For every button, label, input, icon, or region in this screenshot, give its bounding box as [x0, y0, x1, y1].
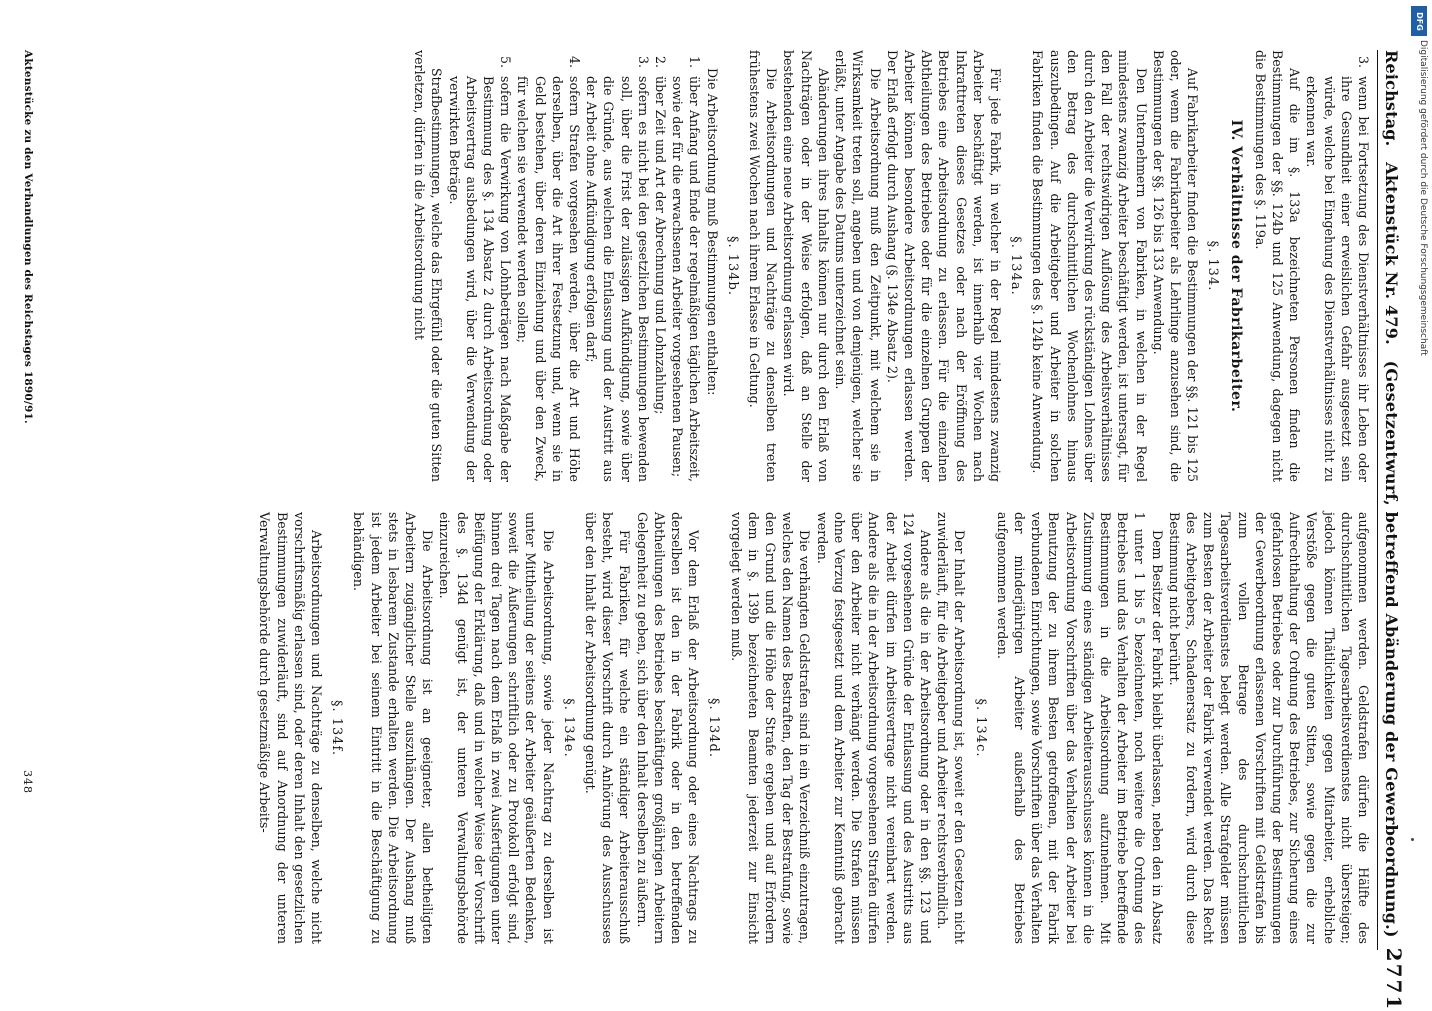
list-item — [1303, 50, 1372, 482]
header-part-subject: (Gesetzentwurf, betreffend Abänderung der Gewerbeordnung.) — [1382, 360, 1401, 938]
list-item — [583, 50, 652, 482]
header-part-reichstag: Reichstag. — [1382, 50, 1401, 147]
item-number: 1. — [687, 55, 703, 68]
section-number: §. 134f. — [329, 699, 345, 757]
section-number: §. 134e. — [560, 698, 576, 758]
item-text: sofern Strafen vorgesehen werden, über die Art und Höhe derselben, über die Art ihrer Festsetzung und, wenn sie in Geld bestehen, über deren Einziehung und über den Zweck, für welchen sie verwendet werden sollen; — [515, 76, 583, 482]
paragraph: Die Arbeitsordnung muß Bestimmungen enthalten: — [704, 68, 720, 396]
signature-mark: 348 — [21, 770, 34, 794]
paragraph: Für Fabriken, für welche ein ständiger Arbeiterausschuß besteht, wird dieser Vorschrift durch Anhörung des Ausschusses über den Inhalt der Arbeitsordnung genügt. — [583, 512, 633, 944]
section-number: §. 134c. — [972, 698, 988, 758]
scan-speck — [1411, 838, 1414, 841]
footer-note: Aktenstücke zu den Verhandlungen des Reichstages 1890/91. — [22, 50, 34, 424]
paragraph: Andere als die in der Arbeitsordnung oder in den §§. 123 und 124 vorgesehenen Gründe der Entlassung und des Austritts aus der Arbeit dürfen im Arbeitsvertrage nicht vereinbart werden. Andere als die in der Arbeitsordnung vorgesehenen Strafen dürfen über den Arbeiter nicht verhängt werden. Die Strafen müssen ohne Verzug festgesetzt und dem Arbeiter zur Kenntniß gebracht werden. — [814, 512, 933, 944]
paragraph: aufgenommen werden. Geldstrafen dürfen die Hälfte des durchschnittlichen Tagesarbeitsverdienstes nicht übersteigen; jedoch können Thätlichkeiten gegen Mitarbeiter, erhebliche Verstöße gegen die guten Sitten, sowie gegen die zur Aufrechthaltung der Ordnung des Betriebes, zur Sicherung eines gefahrlosen Betriebes oder zur Durchführung der Bestimmungen der Gewerbeordnung erlassenen Vorschriften mit Geldstrafen bis zum vollen Betrage des durchschnittlichen Tagesarbeitsverdienstes belegt werden. Alle Strafgelder müssen zum Besten der Arbeiter der Fabrik verwendet werden. Das Recht des Arbeitgebers, Schadenersatz zu fordern, wird durch diese Bestimmung nicht berührt. — [1166, 512, 1371, 944]
list-item — [669, 50, 703, 482]
list-item — [514, 50, 583, 482]
digitisation-stamp — [1406, 0, 1432, 1000]
paragraph: Arbeitsordnungen und Nachträge zu denselben, welche nicht vorschriftsmäßig erlassen sind, oder deren Inhalt den gesetzlichen Bestimmungen zuwiderläuft, sind auf Anordnung der unteren Verwaltungsbehörde durch gesetzmäßige Arbeits- — [257, 512, 325, 944]
paragraph: Die Arbeitsordnungen und Nachträge zu denselben treten frühestens zwei Wochen nach ihrem Erlasse in Geltung. — [747, 50, 780, 482]
item-number: 3. — [635, 55, 651, 68]
paragraph: Den Unternehmern von Fabriken, in welchen in der Regel mindestens zwanzig Arbeiter beschäftigt werden, ist untersagt, für den Fall der rechtswidrigen Auflösung des Arbeitsverhältnisses durch den Arbeiter die Verwirkung des rückständigen Lohnes über den Betrag des durchschnittlichen Wochenlohnes hinaus auszubedingen. Auf die Arbeitgeber und Arbeiter in solchen Fabriken finden die Bestimmungen des §. 124b keine Anwendung. — [1030, 50, 1149, 482]
paragraph: Für jede Fabrik, in welcher in der Regel mindestens zwanzig Arbeiter beschäftigt werden, ist innerhalb vier Wochen nach Inkrafttreten dieses Gesetzes oder nach der Eröffnung des Betriebes eine Arbeitsordnung zu erlassen. Für die einzelnen Abtheilungen des Betriebes oder für die einzelnen Gruppen der Arbeiter können besondere Arbeitsordnungen erlassen werden. Der Erlaß erfolgt durch Aushang (§. 134e Absatz 2). — [884, 50, 1003, 482]
paragraph: Die Arbeitsordnung muß den Zeitpunkt, mit welchem sie in Wirksamkeit treten soll, angeben und von demjenigen, welcher sie erläßt, unter Angabe des Datums unterzeichnet sein. — [833, 50, 883, 482]
item-text: sofern es nicht bei den gesetzlichen Bestimmungen bewenden soll, über die Frist der zulässigen Aufkündigung, sowie über die Gründe, aus welchen die Entlassung und der Austritt aus der Arbeit ohne Aufkündigung erfolgen darf; — [584, 76, 651, 482]
digitisation-note: Digitalisierung gefördert durch die Deutsche Forschungsgemeinschaft — [1418, 40, 1428, 356]
section-number: §. 134b. — [724, 235, 740, 297]
left-column — [411, 50, 1372, 482]
item-number: 5. — [498, 55, 514, 68]
header-part-aktenstueck: Aktenstück Nr. 479. — [1382, 162, 1401, 345]
paragraph: Auf die im §. 133a bezeichneten Personen finden die Bestimmungen der §§. 124b und 125 Anwendung, dagegen nicht die Bestimmungen des §. 119a. — [1252, 50, 1303, 482]
section-number: §. 134. — [1205, 240, 1221, 292]
paragraph: Abänderungen ihres Inhalts können nur durch den Erlaß von Nachträgen oder in der Weise erfolgen, daß an Stelle der bestehenden eine neue Arbeitsordnung erlassen wird. — [781, 50, 831, 482]
paragraph: Strafbestimmungen, welche das Ehrgefühl oder die guten Sitten verletzen, dürfen in die Arbeitsordnung nicht — [412, 50, 445, 482]
list-item — [652, 50, 669, 482]
right-column — [256, 512, 1372, 944]
paragraph: Vor dem Erlaß der Arbeitsordnung oder eines Nachtrags zu derselben ist den in der Fabrik oder in den betreffenden Abtheilungen des Betriebes beschäftigten großjährigen Arbeitern Gelegenheit zu geben, sich über den Inhalt derselben zu äußern. — [634, 512, 702, 944]
section-number: §. 134a. — [1008, 236, 1024, 296]
item-text: über Anfang und Ende der regelmäßigen täglichen Arbeitszeit, sowie der für die erwachsenen Arbeiter vorgesehenen Pausen; — [670, 76, 703, 482]
item-number: 2. — [653, 55, 669, 68]
item-number: 4. — [567, 55, 583, 68]
dfg-logo — [1411, 6, 1427, 36]
dfg-logo-text: DFG — [1414, 11, 1424, 31]
header-title — [1382, 50, 1401, 948]
item-text: über Zeit und Art der Abrechnung und Lohnzahlung; — [653, 76, 669, 415]
section-number: §. 134d. — [706, 697, 722, 759]
paragraph: Die Arbeitsordnung ist an geeigneter, allen betheiligten Arbeitern zugänglicher Stelle auszuhängen. Der Aushang muß stets in lesbarem Zustande erhalten werden. Die Arbeitsordnung ist jedem Arbeiter bei seinem Eintritt in die Beschäftigung zu behändigen. — [351, 512, 436, 944]
paragraph: Die Arbeitsordnung, sowie jeder Nachtrag zu derselben ist unter Mittheilung der seitens der Arbeiter geäußerten Bedenken, soweit die Äußerungen schriftlich oder zu Protokoll erfolgt sind, binnen drei Tagen nach dem Erlaß in zwei Ausfertigungen unter Beifügung der Erklärung, daß und in welcher Weise der Vorschrift des §. 134d genügt ist, der unteren Verwaltungsbehörde einzureichen. — [437, 512, 556, 944]
paragraph: Dem Besitzer der Fabrik bleibt überlassen, neben den in Absatz 1 unter 1 bis 5 bezeichneten, noch weitere die Ordnung des Betriebes und das Verhalten der Arbeiter im Betriebe betreffende Bestimmungen in die Arbeitsordnung aufzunehmen. Mit Zustimmung eines ständigen Arbeiterausschusses können in die Arbeitsordnung Vorschriften über das Verhalten der Arbeiter bei Benutzung der zu ihrem Besten getroffenen, mit der Fabrik verbundenen Einrichtungen, sowie Vorschriften über das Verhalten der minderjährigen Arbeiter außerhalb des Betriebes aufgenommen werden. — [994, 512, 1165, 944]
section-heading: IV. Verhältnisse der Fabrikarbeiter. — [1227, 119, 1244, 413]
page-body — [21, 50, 1424, 1011]
paragraph: Die verhängten Geldstrafen sind in ein Verzeichniß einzutragen, welches den Namen des Bestraften, den Tag der Bestrafung, sowie den Grund und die Höhe der Strafe ergeben und auf Erfordern dem in §. 139b bezeichneten Beamten jederzeit zur Einsicht vorgelegt werden muß. — [728, 512, 813, 944]
page-number: 2771 — [1382, 947, 1406, 1011]
item-text: sofern die Verwirkung von Lohnbeträgen nach Maßgabe der Bestimmung des §. 134 Absatz 2 durch Arbeitsordnung oder Arbeitsvertrag ausbedungen wird, über die Verwendung der verwirkten Beträge. — [446, 76, 514, 482]
item-text: wenn bei Fortsetzung des Dienstverhältnisses ihr Leben oder ihre Gesundheit einer erweislichen Gefahr ausgesetzt sein würde, welche bei Eingehung des Dienstverhältnisses nicht zu erkennen war. — [1304, 76, 1371, 482]
list-item — [445, 50, 514, 482]
paragraph: Auf Fabrikarbeiter finden die Bestimmungen der §§. 121 bis 125 oder, wenn die Fabrikarbeiter als Lehrlinge anzusehen sind, die Bestimmungen der §§. 126 bis 133 Anwendung. — [1150, 50, 1201, 482]
paragraph: Der Inhalt der Arbeitsordnung ist, soweit er den Gesetzen nicht zuwiderläuft, für die Arbeitgeber und Arbeiter rechtsverbindlich. — [935, 512, 968, 944]
item-number: 3. — [1356, 55, 1371, 68]
